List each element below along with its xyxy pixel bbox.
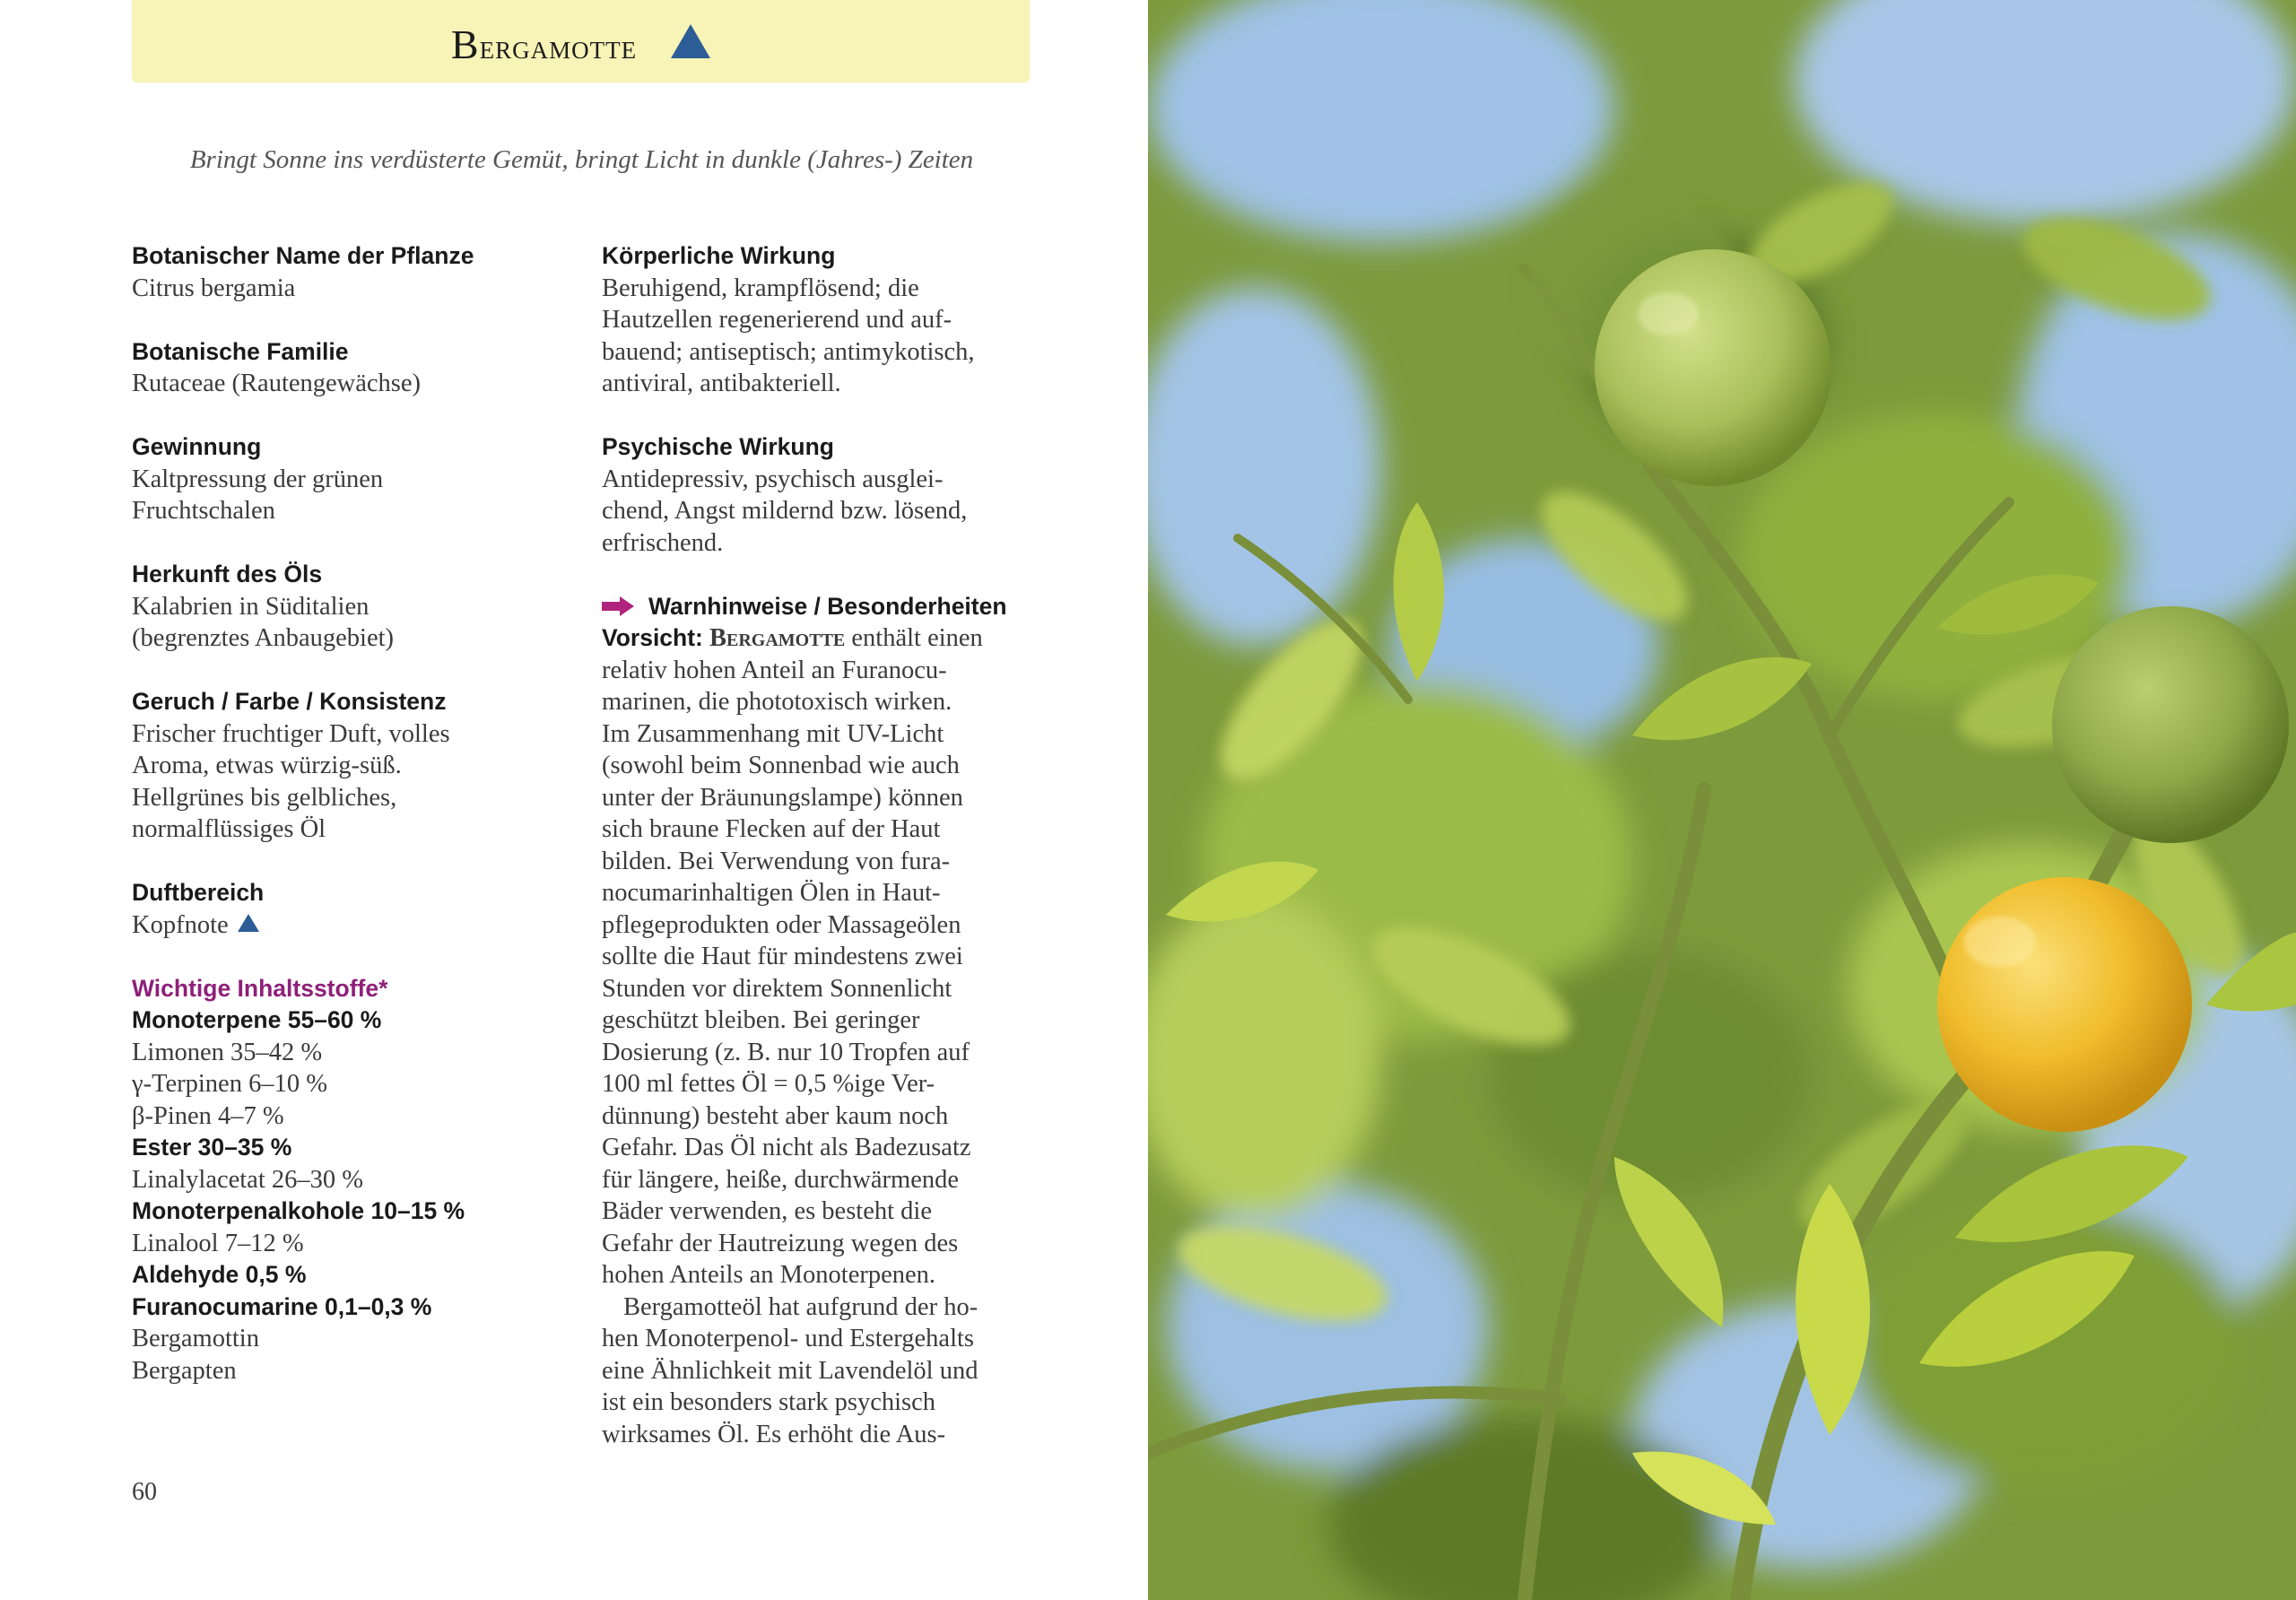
- text-line: Hellgrünes bis gelbliches,: [132, 783, 397, 812]
- text-line: eine Ähnlichkeit mit Lavendelöl und: [602, 1356, 978, 1385]
- text-line: normalflüssiges Öl: [132, 815, 326, 843]
- photo-illustration: [1148, 0, 2296, 1600]
- bergamot-fruit-branch-photo: [1148, 0, 2296, 1600]
- section-heading: Gewinnung: [132, 433, 262, 460]
- section-heading: Botanischer Name der Pflanze: [132, 242, 474, 269]
- section-heading: Wichtige Inhaltsstoffe*: [132, 974, 388, 1002]
- ingredient-group: Monoterpene 55–60 %: [132, 1006, 382, 1033]
- continuation-text: [602, 1291, 1032, 1451]
- scent-section: [132, 686, 544, 846]
- text-line: pflegeprodukten oder Massageölen: [602, 910, 961, 939]
- tagline: Bringt Sonne ins verdüsterte Gemüt, bringt Licht in dunkle (Jahres-) Zeiten: [189, 145, 974, 174]
- text-line: erfrischend.: [602, 528, 724, 557]
- text-line: geschützt bleiben. Bei geringer: [602, 1006, 920, 1034]
- text-line: sich braune Flecken auf der Haut: [602, 815, 941, 843]
- text-line: für längere, heiße, durchwärmende: [602, 1165, 960, 1194]
- text-line: chend, Angst mildernd bzw. lösend,: [602, 497, 968, 525]
- ingredient-item: γ-Terpinen 6–10 %: [132, 1070, 327, 1098]
- text-line: (sowohl beim Sonnenbad wie auch: [602, 752, 960, 779]
- origin-section: [132, 559, 544, 655]
- arrow-right-icon: [602, 596, 636, 616]
- text-line: [602, 622, 1032, 655]
- scent-range-section: [132, 877, 544, 941]
- text-fragment: enthält einen: [845, 624, 983, 652]
- text-line: Im Zusammenhang mit UV-Licht: [602, 719, 944, 748]
- text-line: Beruhigend, krampflösend; die: [602, 274, 919, 302]
- oil-name: Bergamotte: [709, 624, 846, 652]
- text-line: bilden. Bei Verwendung von fura-: [602, 847, 951, 875]
- text-line: Aroma, etwas würzig-süß.: [132, 752, 402, 779]
- text-line: sollte die Haut für mindestens zwei: [602, 943, 963, 970]
- text-line: Kalabrien in Süditalien: [132, 592, 370, 621]
- text-line: Stunden vor direktem Sonnenlicht: [602, 974, 952, 1003]
- text-line: wirksames Öl. Es erhöht die Aus-: [602, 1420, 946, 1448]
- right-column: [602, 240, 1032, 1483]
- family-section: [132, 336, 544, 400]
- text-line: [132, 909, 544, 942]
- ingredient-item: Linalool 7–12 %: [132, 1229, 304, 1257]
- text-line: 100 ml fettes Öl = 0,5 %ige Ver-: [602, 1070, 935, 1098]
- text-line: (begrenztes Anbaugebiet): [132, 624, 394, 652]
- scent-range-value: Kopfnote: [132, 910, 229, 939]
- text-line: antiviral, antibakteriell.: [602, 370, 841, 397]
- triangle-up-icon: [671, 24, 710, 58]
- section-heading: Herkunft des Öls: [132, 561, 323, 587]
- text-line: Citrus bergamia: [132, 274, 296, 302]
- text-line: Bäder verwenden, es besteht die: [602, 1197, 932, 1225]
- section-heading: Körperliche Wirkung: [602, 242, 836, 269]
- ingredient-item: Bergapten: [132, 1356, 237, 1385]
- ingredient-item: β-Pinen 4–7 %: [132, 1101, 284, 1130]
- psychic-effect-section: [602, 431, 1032, 559]
- text-line: unter der Bräunungslampe) können: [602, 783, 963, 812]
- botanical-name-section: [132, 240, 544, 304]
- text-line: [602, 1291, 1032, 1324]
- text-line: Fruchtschalen: [132, 497, 275, 525]
- ingredient-item: Limonen 35–42 %: [132, 1038, 323, 1066]
- text-fragment: Bergamotteöl hat aufgrund der ho-: [623, 1292, 978, 1321]
- text-line: Dosierung (z. B. nur 10 Tropfen auf: [602, 1038, 970, 1066]
- ingredient-group: Monoterpenalkohole 10–15 %: [132, 1197, 465, 1224]
- ingredients-section: [132, 973, 544, 1387]
- extraction-section: [132, 431, 544, 527]
- text-line: nocumarinhaltigen Ölen in Haut-: [602, 879, 941, 907]
- caution-label: Vorsicht:: [602, 624, 703, 651]
- ingredient-group: Furanocumarine 0,1–0,3 %: [132, 1292, 432, 1320]
- warning-text: [602, 655, 1032, 1291]
- text-line: Rutaceae (Rautengewächse): [132, 370, 422, 397]
- text-line: hohen Anteils an Monoterpenen.: [602, 1261, 936, 1289]
- text-line: Gefahr der Hautreizung wegen des: [602, 1229, 959, 1257]
- triangle-up-icon: [238, 914, 259, 932]
- section-heading: Psychische Wirkung: [602, 433, 834, 460]
- text-line: dünnung) besteht aber kaum noch: [602, 1101, 949, 1130]
- text-line: relativ hohen Anteil an Furanocu-: [602, 656, 947, 684]
- page-title: Bergamotte: [450, 21, 638, 67]
- ingredient-item: Linalylacetat 26–30 %: [132, 1165, 363, 1194]
- section-heading: Geruch / Farbe / Konsistenz: [132, 688, 447, 715]
- text-line: bauend; antiseptisch; antimykotisch,: [602, 337, 975, 366]
- text-line: Gefahr. Das Öl nicht als Badezusatz: [602, 1134, 971, 1161]
- physical-effect-section: [602, 240, 1032, 400]
- text-line: Kaltpressung der grünen: [132, 465, 384, 493]
- section-heading: Botanische Familie: [132, 337, 349, 365]
- warnings-heading-text: Warnhinweise / Besonderheiten: [648, 592, 1007, 620]
- text-line: Antidepressiv, psychisch ausglei-: [602, 465, 944, 493]
- warnings-section: [602, 591, 1032, 1451]
- ingredient-group: Aldehyde 0,5 %: [132, 1261, 307, 1288]
- text-line: ist ein besonders stark psychisch: [602, 1388, 936, 1416]
- ingredient-group: Ester 30–35 %: [132, 1134, 292, 1161]
- text-line: Frischer fruchtiger Duft, volles: [132, 719, 450, 748]
- page-number: 60: [132, 1478, 157, 1506]
- text-line: Hautzellen regenerierend und auf-: [602, 306, 952, 334]
- ingredient-item: Bergamottin: [132, 1325, 259, 1352]
- left-column: [132, 240, 544, 1419]
- section-heading: Duftbereich: [132, 879, 265, 906]
- text-line: marinen, die phototoxisch wirken.: [602, 688, 952, 716]
- title-bar: [132, 0, 1030, 83]
- text-line: hen Monoterpenol- und Estergehalts: [602, 1325, 975, 1352]
- warnings-heading: [602, 591, 1032, 623]
